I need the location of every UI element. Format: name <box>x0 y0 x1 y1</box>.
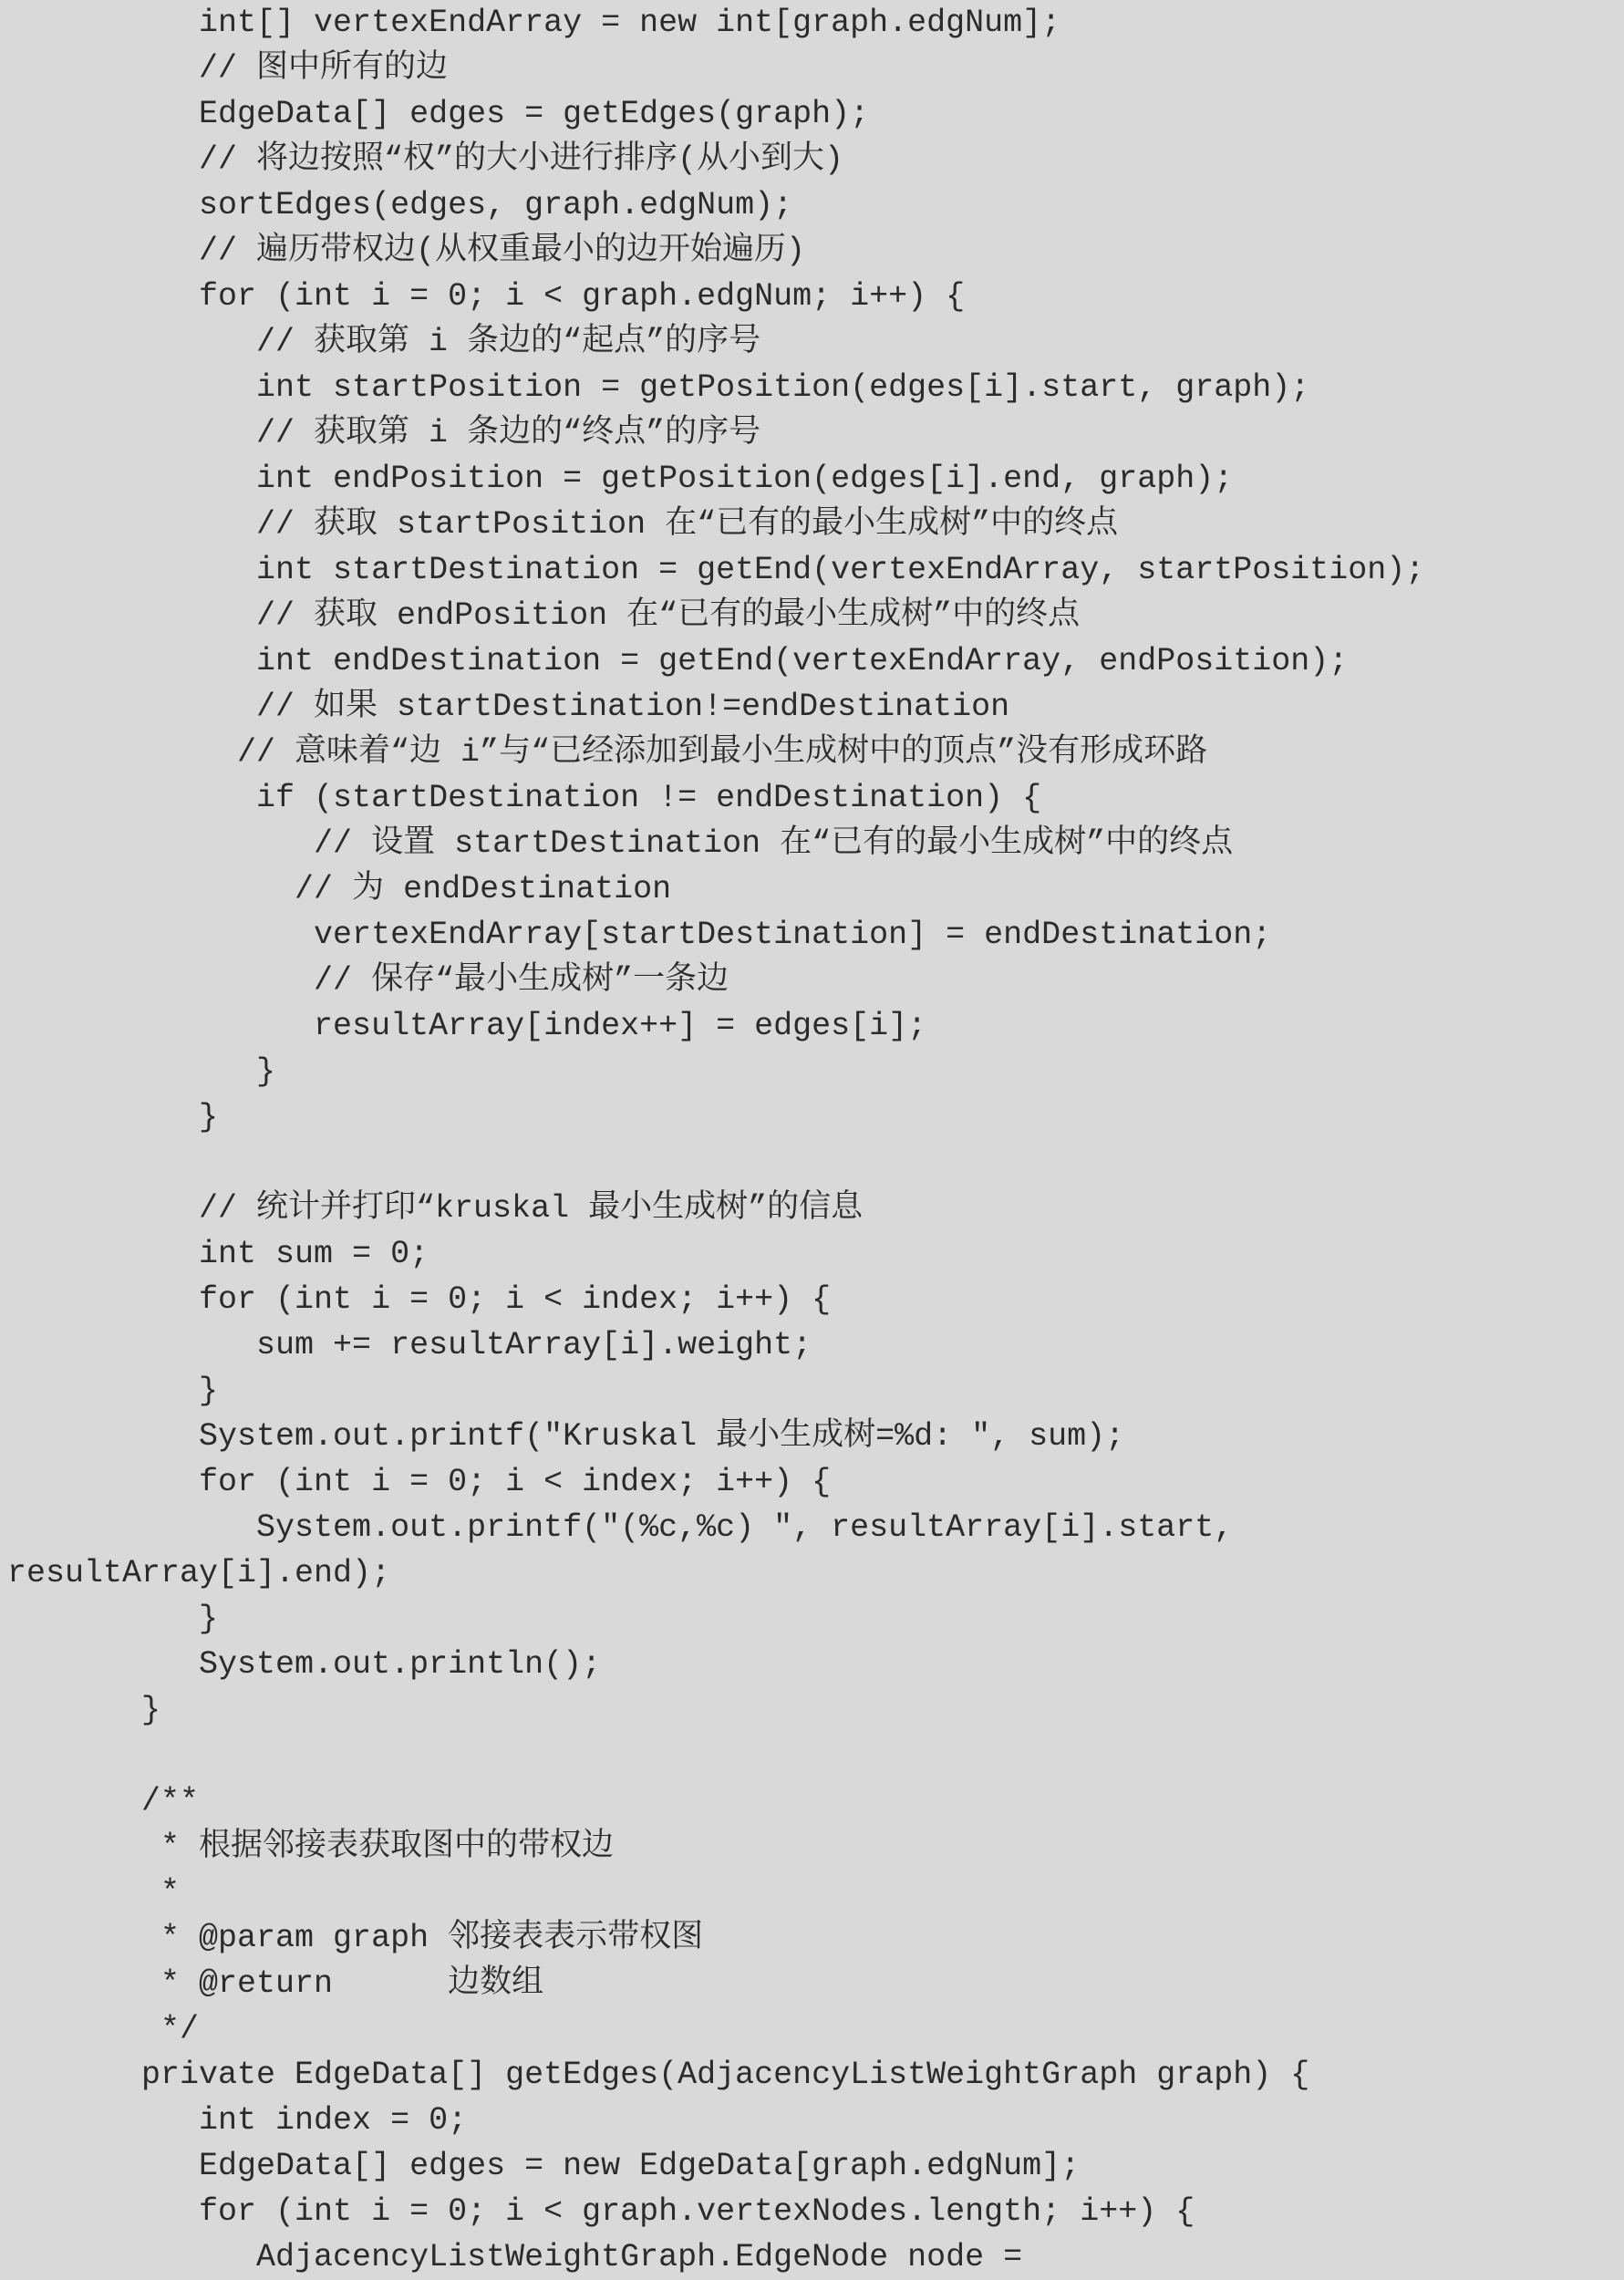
code-line: int startDestination = getEnd(vertexEndArray, startPosition); <box>7 552 1425 588</box>
code-line: for (int i = 0; i < graph.vertexNodes.length; i++) { <box>7 2193 1195 2230</box>
code-line: int endDestination = getEnd(vertexEndArray, endPosition); <box>7 643 1349 679</box>
code-line: // 如果 startDestination!=endDestination <box>7 689 1010 725</box>
code-line: vertexEndArray[startDestination] = endDestination; <box>7 917 1272 953</box>
code-line: // 保存“最小生成树”一条边 <box>7 962 729 999</box>
code-line: EdgeData[] edges = getEdges(graph); <box>7 96 870 132</box>
code-line: sortEdges(edges, graph.edgNum); <box>7 187 793 223</box>
code-line: /** <box>7 1783 200 1819</box>
code-line: } <box>7 1373 219 1409</box>
code-line: if (startDestination != endDestination) { <box>7 780 1042 816</box>
code-line: int startPosition = getPosition(edges[i].start, graph); <box>7 369 1310 406</box>
code-line: // 获取 startPosition 在“已有的最小生成树”中的终点 <box>7 506 1119 543</box>
code-line: int[] vertexEndArray = new int[graph.edgNum]; <box>7 5 1061 41</box>
code-line: sum += resultArray[i].weight; <box>7 1327 812 1363</box>
code-line: * 根据邻接表获取图中的带权边 <box>7 1829 615 1865</box>
code-line: * <box>7 1874 181 1911</box>
code-line: // 为 endDestination <box>7 871 672 907</box>
code-line: for (int i = 0; i < index; i++) { <box>7 1464 832 1500</box>
code-line: // 将边按照“权”的大小进行排序(从小到大) <box>7 141 844 178</box>
code-line: // 图中所有的边 <box>7 50 449 87</box>
code-line: * @return 边数组 <box>7 1965 544 2002</box>
code-line: int endPosition = getPosition(edges[i].end, graph); <box>7 461 1234 497</box>
code-line: int sum = 0; <box>7 1236 429 1272</box>
code-line: // 统计并打印“kruskal 最小生成树”的信息 <box>7 1190 864 1227</box>
code-line: EdgeData[] edges = new EdgeData[graph.edgNum]; <box>7 2148 1081 2184</box>
code-line: resultArray[index++] = edges[i]; <box>7 1008 927 1044</box>
code-line: resultArray[i].end); <box>7 1555 391 1591</box>
code-line: for (int i = 0; i < index; i++) { <box>7 1281 832 1318</box>
code-line: } <box>7 1099 219 1135</box>
code-line: } <box>7 1601 219 1637</box>
code-line <box>7 1733 1424 1778</box>
code-block <box>7 0 1424 2280</box>
code-line: AdjacencyListWeightGraph.EdgeNode node = <box>7 2239 1023 2275</box>
code-line: } <box>7 1053 276 1090</box>
code-line: System.out.printf("(%c,%c) ", resultArray[i].start, <box>7 1509 1234 1546</box>
code-line <box>7 1140 1424 1186</box>
code-line: int index = 0; <box>7 2102 468 2139</box>
code-line: // 获取 endPosition 在“已有的最小生成树”中的终点 <box>7 597 1081 634</box>
code-line: System.out.printf("Kruskal 最小生成树=%d: ", sum); <box>7 1418 1125 1455</box>
code-line: System.out.println(); <box>7 1646 602 1683</box>
code-line: for (int i = 0; i < graph.edgNum; i++) { <box>7 278 966 315</box>
code-line: * @param graph 邻接表表示带权图 <box>7 1920 704 1956</box>
code-line: private EdgeData[] getEdges(AdjacencyListWeightGraph graph) { <box>7 2057 1310 2093</box>
code-line: // 意味着“边 i”与“已经添加到最小生成树中的顶点”没有形成环路 <box>7 734 1208 771</box>
code-line: // 获取第 i 条边的“终点”的序号 <box>7 415 761 451</box>
code-line: } <box>7 1692 161 1728</box>
code-line: // 遍历带权边(从权重最小的边开始遍历) <box>7 233 806 269</box>
code-line: */ <box>7 2011 200 2047</box>
code-line: // 设置 startDestination 在“已有的最小生成树”中的终点 <box>7 825 1234 862</box>
code-line: // 获取第 i 条边的“起点”的序号 <box>7 324 761 360</box>
